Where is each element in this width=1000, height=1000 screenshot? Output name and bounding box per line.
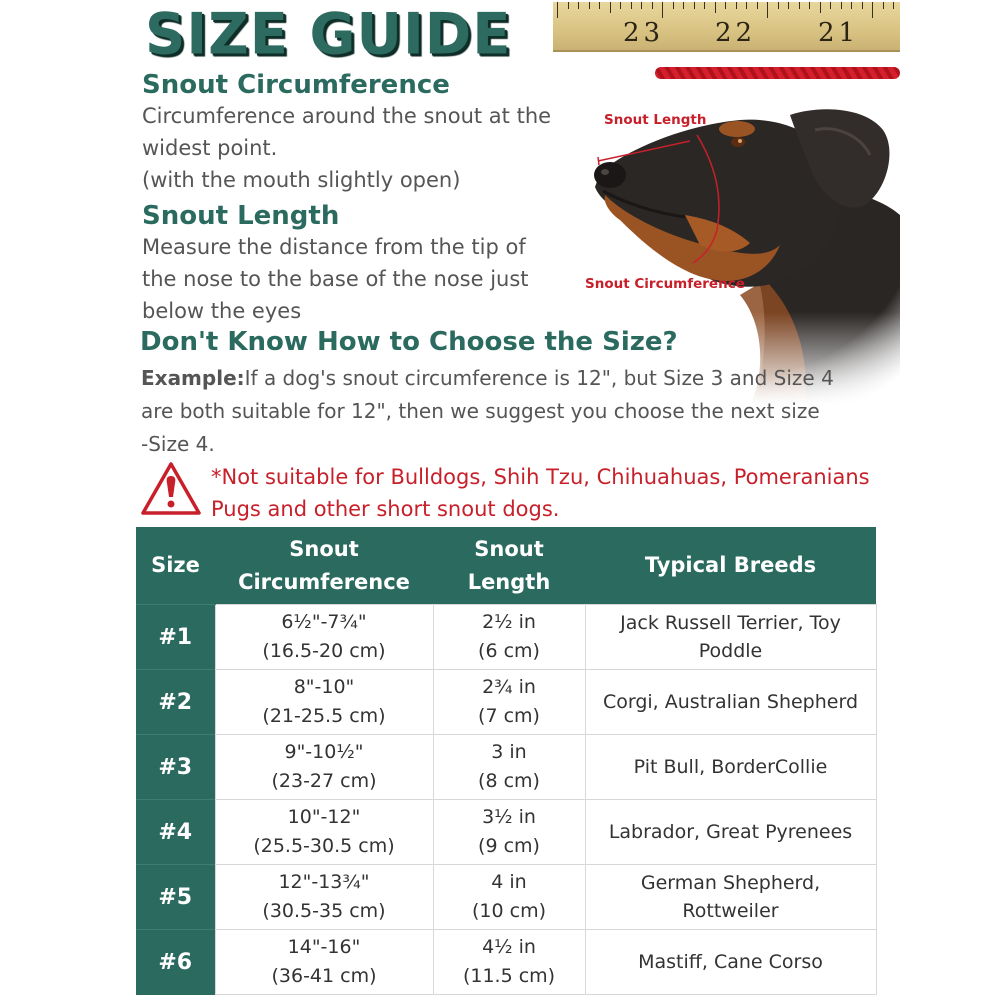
- breeds-cell: [585, 930, 876, 995]
- cell-line: (6 cm): [478, 640, 540, 662]
- tape-tick: [883, 2, 884, 9]
- table-row: [136, 605, 876, 670]
- tape-tick: [662, 2, 663, 18]
- cell-line: (23-27 cm): [271, 770, 377, 792]
- tape-tick: [599, 2, 600, 9]
- cell-line: 2¾ in: [482, 676, 536, 698]
- size-cell: #4: [136, 800, 215, 865]
- header-breeds: Typical Breeds: [585, 527, 876, 605]
- cell-line: 4 in: [491, 871, 527, 893]
- tape-tick: [851, 2, 852, 9]
- description-line: below the eyes: [142, 299, 302, 323]
- size-cell: #3: [136, 735, 215, 800]
- breeds-cell: [585, 605, 876, 670]
- cell-line: Labrador, Great Pyrenees: [608, 821, 853, 843]
- circumference-cell: [215, 735, 433, 800]
- cell-line: (21-25.5 cm): [262, 705, 386, 727]
- cell-line: Mastiff, Cane Corso: [638, 951, 823, 973]
- snout-circumference-heading: Snout Circumference: [142, 70, 450, 100]
- tape-tick: [820, 2, 821, 13]
- table-row: [136, 735, 876, 800]
- tape-tick: [557, 2, 558, 18]
- cell-line: 12"-13¾": [278, 871, 370, 893]
- table-row: [136, 865, 876, 930]
- tape-tick: [683, 2, 684, 9]
- tape-number: 23: [623, 18, 665, 48]
- red-cord-image: [655, 67, 900, 79]
- dog-head-illustration: [565, 95, 900, 405]
- tape-tick: [610, 2, 611, 13]
- cell-line: (7 cm): [478, 705, 540, 727]
- page-title: SIZE GUIDE: [145, 1, 512, 68]
- tape-tick: [725, 2, 726, 9]
- tape-tick: [872, 2, 873, 18]
- snout-circumference-description: [142, 100, 551, 196]
- tape-tick: [578, 2, 579, 9]
- warning-line: *Not suitable for Bulldogs, Shih Tzu, Chihuahuas, Pomeranians: [211, 465, 870, 489]
- tape-tick: [788, 2, 789, 9]
- warning-triangle-icon: [140, 461, 202, 517]
- circumference-cell: [215, 670, 433, 735]
- size-cell: #6: [136, 930, 215, 995]
- description-line: the nose to the base of the nose just: [142, 267, 529, 291]
- breeds-cell: [585, 800, 876, 865]
- tape-tick: [799, 2, 800, 9]
- warning-line: Pugs and other short snout dogs.: [211, 497, 560, 521]
- circumference-cell: [215, 865, 433, 930]
- cell-line: 9"-10½": [284, 741, 364, 763]
- tape-tick: [704, 2, 705, 9]
- length-cell: [433, 605, 585, 670]
- tape-tick: [694, 2, 695, 9]
- cell-line: 10"-12": [287, 806, 361, 828]
- size-cell: #5: [136, 865, 215, 930]
- cell-line: (25.5-30.5 cm): [253, 835, 395, 857]
- tape-tick: [589, 2, 590, 9]
- circumference-cell: [215, 800, 433, 865]
- description-line: widest point.: [142, 136, 278, 160]
- header-length: [433, 527, 585, 605]
- tape-tick: [778, 2, 779, 9]
- cell-line: (10 cm): [472, 900, 546, 922]
- snout-length-description: [142, 231, 529, 327]
- tape-tick: [830, 2, 831, 9]
- size-chart-table: [136, 527, 877, 995]
- tape-number: 21: [818, 18, 860, 48]
- length-cell: [433, 735, 585, 800]
- tape-number: 22: [715, 18, 757, 48]
- tape-tick: [841, 2, 842, 9]
- cell-line: 14"-16": [287, 936, 361, 958]
- cell-line: 3 in: [491, 741, 527, 763]
- length-cell: [433, 670, 585, 735]
- breeds-cell: [585, 865, 876, 930]
- cell-line: (16.5-20 cm): [262, 640, 386, 662]
- cell-line: (9 cm): [478, 835, 540, 857]
- table-row: [136, 800, 876, 865]
- circumference-cell: [215, 605, 433, 670]
- cell-line: Poddle: [698, 640, 763, 662]
- tape-tick: [620, 2, 621, 9]
- header-line: Circumference: [238, 569, 410, 594]
- cell-line: (11.5 cm): [462, 965, 556, 987]
- example-text: [141, 362, 881, 461]
- example-line: -Size 4.: [141, 432, 215, 456]
- tape-tick: [715, 2, 716, 13]
- length-cell: [433, 800, 585, 865]
- example-line: If a dog's snout circumference is 12", but Size 3 and Size 4: [244, 366, 834, 390]
- tape-tick: [757, 2, 758, 9]
- description-line: Circumference around the snout at the: [142, 104, 552, 128]
- tape-tick: [568, 2, 569, 9]
- header-line: Length: [467, 569, 551, 594]
- cell-line: (36-41 cm): [271, 965, 377, 987]
- size-cell: #1: [136, 605, 215, 670]
- description-line: Measure the distance from the tip of: [142, 235, 526, 259]
- example-line: are both suitable for 12", then we suggest you choose the next size: [141, 399, 820, 423]
- length-cell: [433, 865, 585, 930]
- header-line: Snout: [289, 536, 359, 561]
- cell-line: 3½ in: [482, 806, 536, 828]
- description-line: (with the mouth slightly open): [142, 168, 461, 192]
- cell-line: 6½"-7¾": [281, 611, 367, 633]
- header-size: Size: [136, 527, 215, 605]
- cell-line: Jack Russell Terrier, Toy: [620, 612, 841, 634]
- choose-size-heading: Don't Know How to Choose the Size?: [140, 327, 678, 357]
- snout-length-label: Snout Length: [604, 112, 707, 128]
- header-line: Snout: [474, 536, 544, 561]
- size-cell: #2: [136, 670, 215, 735]
- tape-tick: [893, 2, 894, 9]
- cell-line: (30.5-35 cm): [262, 900, 386, 922]
- tape-tick: [767, 2, 768, 18]
- tape-measure-image: [553, 2, 900, 52]
- breeds-cell: [585, 735, 876, 800]
- cell-line: 8"-10": [293, 676, 355, 698]
- tape-tick: [631, 2, 632, 9]
- warning-text: [211, 461, 870, 525]
- header-circumference: [215, 527, 433, 605]
- circumference-cell: [215, 930, 433, 995]
- cell-line: 4½ in: [482, 936, 536, 958]
- tape-tick: [809, 2, 810, 9]
- example-label: Example:: [141, 366, 245, 390]
- tape-tick: [746, 2, 747, 9]
- length-cell: [433, 930, 585, 995]
- table-row: [136, 670, 876, 735]
- tape-tick: [673, 2, 674, 9]
- cell-line: Corgi, Australian Shepherd: [602, 691, 859, 713]
- table-row: [136, 930, 876, 995]
- tape-tick: [862, 2, 863, 9]
- cell-line: (8 cm): [478, 770, 540, 792]
- cell-line: 2½ in: [482, 611, 536, 633]
- cell-line: German Shepherd, Rottweiler: [640, 872, 821, 922]
- breeds-cell: [585, 670, 876, 735]
- snout-circumference-label: Snout Circumference: [585, 276, 745, 292]
- cell-line: Pit Bull, BorderCollie: [633, 756, 828, 778]
- tape-tick: [652, 2, 653, 9]
- tape-tick: [736, 2, 737, 9]
- tape-tick: [641, 2, 642, 9]
- snout-length-heading: Snout Length: [142, 201, 340, 231]
- table-header-row: [136, 527, 876, 605]
